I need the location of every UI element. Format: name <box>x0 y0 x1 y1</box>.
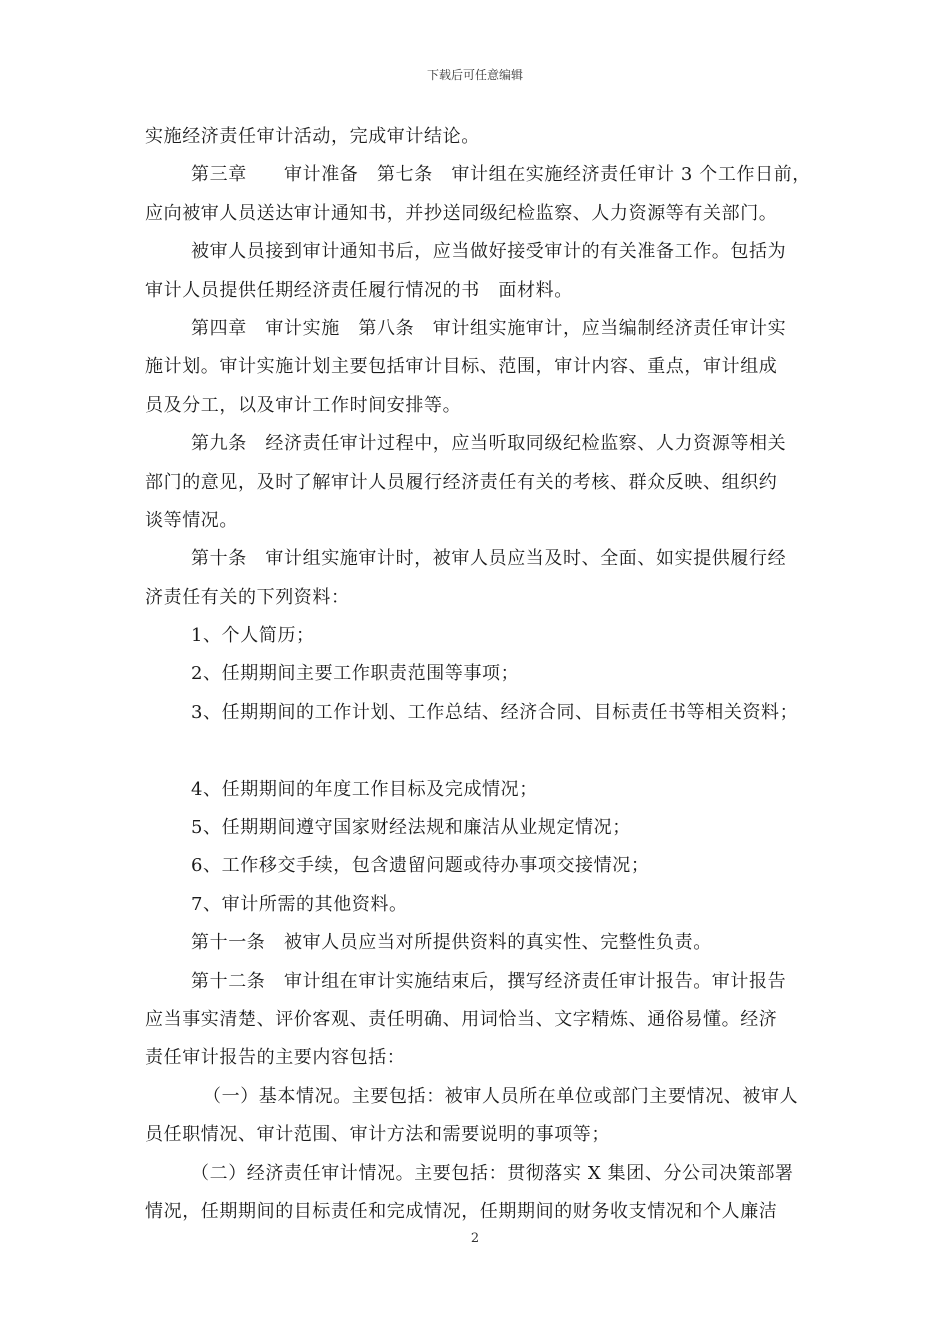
text-line: 员任职情况、审计范围、审计方法和需要说明的事项等； <box>145 1124 610 1146</box>
text-line: 审计人员提供任期经济责任履行情况的书 面材料。 <box>145 279 573 301</box>
text-line: 第十条 审计组实施审计时，被审人员应当及时、全面、如实提供履行经 <box>191 548 787 570</box>
text-line: 2、任期期间主要工作职责范围等事项； <box>191 663 520 685</box>
text-line: 情况，任期期间的目标责任和完成情况，任期期间的财务收支情况和个人廉洁 <box>145 1200 778 1222</box>
text-line: 第三章 审计准备 第七条 审计组在实施经济责任审计 3 个工作日前， <box>191 164 811 186</box>
text-line: （二）经济责任审计情况。主要包括：贯彻落实 X 集团、分公司决策部署 <box>191 1162 794 1184</box>
page-number: 2 <box>470 1231 480 1246</box>
text-line: 6、工作移交手续，包含遗留问题或待办事项交接情况； <box>191 855 650 877</box>
text-line: 5、任期期间遵守国家财经法规和廉洁从业规定情况； <box>191 817 631 839</box>
document-body <box>145 118 825 1231</box>
page-header: 下载后可任意编辑 <box>426 68 523 82</box>
text-line: 第九条 经济责任审计过程中，应当听取同级纪检监察、人力资源等相关 <box>191 433 787 455</box>
text-line: 4、任期期间的年度工作目标及完成情况； <box>191 778 538 800</box>
text-line: 第四章 审计实施 第八条 审计组实施审计，应当编制经济责任审计实 <box>191 317 787 339</box>
text-line: 实施经济责任审计活动，完成审计结论。 <box>145 126 480 147</box>
text-line: 第十二条 审计组在审计实施结束后，撰写经济责任审计报告。审计报告 <box>191 970 787 992</box>
text-line: 员及分工，以及审计工作时间安排等。 <box>145 394 462 416</box>
text-line: 济责任有关的下列资料： <box>145 586 350 608</box>
text-line: 1、个人简历； <box>191 625 315 647</box>
blank-line <box>145 732 825 770</box>
text-line: 部门的意见，及时了解审计人员履行经济责任有关的考核、群众反映、组织约 <box>145 471 778 493</box>
text-line: 7、审计所需的其他资料。 <box>191 893 408 915</box>
text-line: 被审人员接到审计通知书后，应当做好接受审计的有关准备工作。包括为 <box>191 241 787 263</box>
text-line: 3、任期期间的工作计划、工作总结、经济合同、目标责任书等相关资料； <box>191 701 799 723</box>
text-line: 施计划。审计实施计划主要包括审计目标、范围，审计内容、重点，审计组成 <box>145 356 778 378</box>
text-line: 责任审计报告的主要内容包括： <box>145 1047 406 1069</box>
text-line: 应当事实清楚、评价客观、责任明确、用词恰当、文字精炼、通俗易懂。经济 <box>145 1008 778 1030</box>
text-line: 第十一条 被审人员应当对所提供资料的真实性、完整性负责。 <box>191 932 712 954</box>
text-line: 应向被审人员送达审计通知书，并抄送同级纪检监察、人力资源等有关部门。 <box>145 202 778 224</box>
text-line: 谈等情况。 <box>145 509 238 531</box>
text-line: （一）基本情况。主要包括：被审人员所在单位或部门主要情况、被审人 <box>203 1085 799 1107</box>
